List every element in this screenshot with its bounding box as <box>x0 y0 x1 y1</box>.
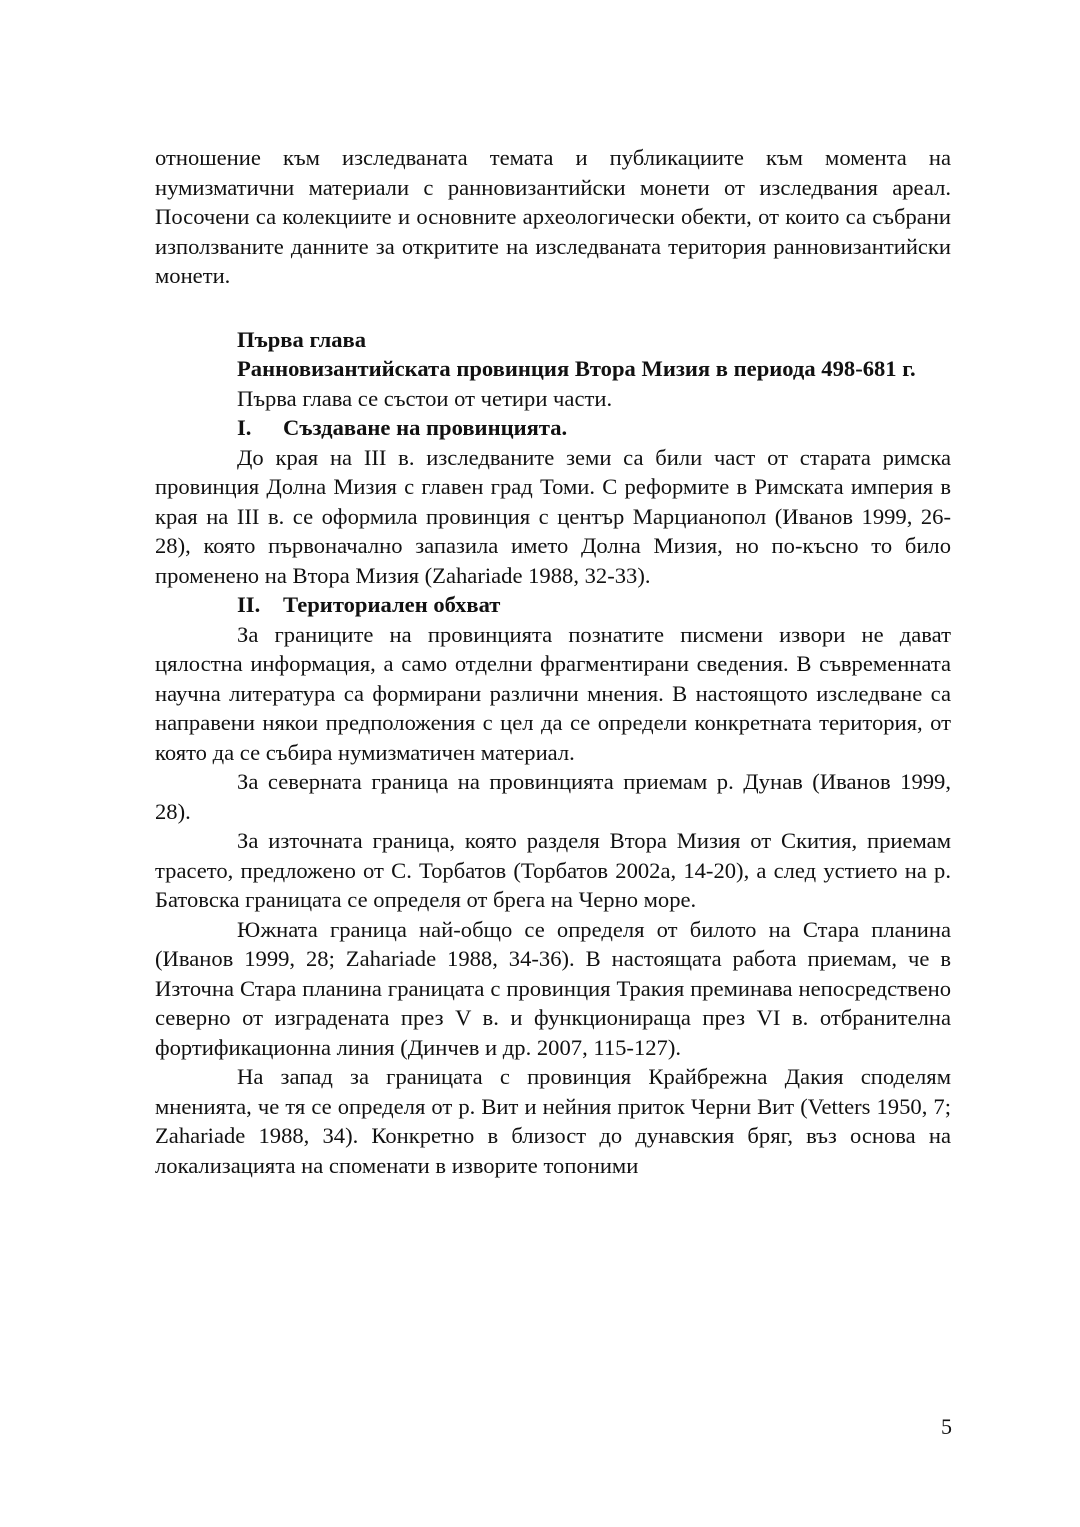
paragraph-gap <box>155 291 951 325</box>
section-title: Териториален обхват <box>283 592 501 617</box>
section-number: I. <box>237 415 252 440</box>
page-number: 5 <box>941 1414 952 1439</box>
section-heading-2 <box>237 590 951 620</box>
body-paragraph: За северната граница на провинцията приемам р. Дунав (Иванов 1999, 28). <box>155 769 951 824</box>
intro-paragraph: отношение към изследваната темата и публикациите към момента на нумизматични материали с ранновизантийски монети от изследвания ареал. Посочени са колекциите и основните археологически обекти, от които са събрани използваните данните за откритите на изследваната територия ранновизантийски монети. <box>155 145 951 288</box>
section-title: Създаване на провинцията. <box>283 415 568 440</box>
chapter-title: Ранновизантийската провинция Втора Мизия в периода 498-681 г. <box>237 356 916 381</box>
body-paragraph: До края на III в. изследваните земи са били част от старата римска провинция Долна Мизия с главен град Томи. С реформите в Римската империя в края на III в. се оформила провинция с център Марцианопол (Иванов 1999, 26-28), която първоначално запазила името Долна Мизия, но по-късно то било променено на Втора Мизия (Zahariade 1988, 32-33). <box>155 444 951 588</box>
document-page <box>155 143 951 1180</box>
body-paragraph: За границите на провинцията познатите писмени извори не дават цялостна информация, а само отделни фрагментирани сведения. В съвременната научна литература са формирани различни мнения. В настоящото изследване са направени някои предположения с цел да се определи конкретната територия, от която да се събира нумизматичен материал. <box>155 621 951 765</box>
chapter-intro: Първа глава се състои от четири части. <box>237 385 613 411</box>
chapter-label: Първа глава <box>237 326 367 352</box>
section-heading-1 <box>237 413 951 443</box>
section-number: II. <box>237 592 261 617</box>
body-paragraph: На запад за границата с провинция Крайбрежна Дакия споделям мненията, че тя се определя от р. Вит и нейния приток Черни Вит (Vetters 1950, 7; Zahariade 1988, 34). Конкретно в близост до дунавския бряг, въз основа на локализацията на споменати в изворите топоними <box>155 1064 951 1178</box>
body-paragraph: За източната граница, която разделя Втора Мизия от Скития, приемам трасето, предложено от С. Торбатов (Торбатов 2002a, 14-20), а след устието на р. Батовска границата се определя от брега на Черно море. <box>155 828 951 912</box>
body-paragraph: Южната граница най-общо се определя от билото на Стара планина (Иванов 1999, 28; Zahariade 1988, 34-36). В настоящата работа приемам, че в Източна Стара планина границата с провинция Тракия преминава непосредствено северно от изградената през V в. и функционираща през VI в. отбранителна фортификационна линия (Динчев и др. 2007, 115-127). <box>155 916 951 1060</box>
